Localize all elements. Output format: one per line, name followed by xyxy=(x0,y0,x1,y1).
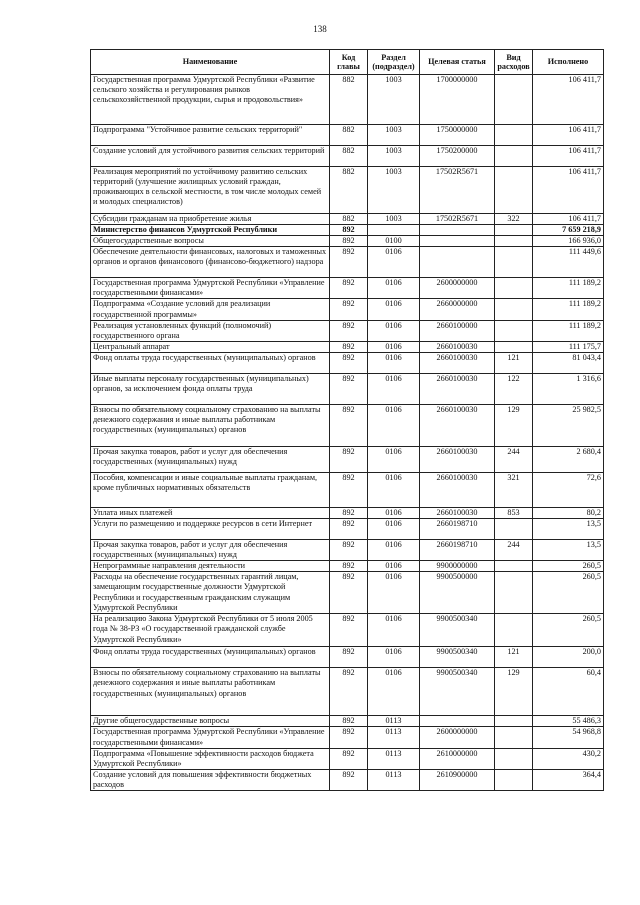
row-code: 892 xyxy=(330,404,368,446)
row-name: Услуги по размещению и поддержке ресурсов в сети Интернет xyxy=(91,519,330,540)
row-name: Государственная программа Удмуртской Республики «Управление государственными финансами» xyxy=(91,278,330,299)
row-section: 0106 xyxy=(368,299,420,320)
row-section: 0106 xyxy=(368,561,420,572)
table-row xyxy=(91,716,604,727)
row-executed: 430,2 xyxy=(533,748,604,769)
row-target: 1750200000 xyxy=(420,146,495,167)
header-exp-type: Вид расходов xyxy=(495,50,533,75)
table-row xyxy=(91,727,604,748)
table-row xyxy=(91,352,604,373)
row-executed: 81 043,4 xyxy=(533,352,604,373)
row-exp-type xyxy=(495,561,533,572)
row-code: 892 xyxy=(330,519,368,540)
row-code: 892 xyxy=(330,748,368,769)
row-code: 892 xyxy=(330,472,368,507)
row-name: Другие общегосударственные вопросы xyxy=(91,716,330,727)
row-name: Взносы по обязательному социальному страхованию на выплаты денежного содержания и иные выплаты работникам государственных (муниципальных) органов xyxy=(91,404,330,446)
row-code: 892 xyxy=(330,341,368,352)
row-executed: 106 411,7 xyxy=(533,167,604,214)
row-code: 892 xyxy=(330,540,368,561)
row-section: 1003 xyxy=(368,125,420,146)
row-section: 0106 xyxy=(368,472,420,507)
table-row xyxy=(91,519,604,540)
row-code: 882 xyxy=(330,146,368,167)
table-row xyxy=(91,373,604,404)
row-target: 2660100030 xyxy=(420,472,495,507)
row-section: 0113 xyxy=(368,748,420,769)
row-exp-type xyxy=(495,614,533,647)
row-name: Пособия, компенсации и иные социальные выплаты гражданам, кроме публичных нормативных обязательств xyxy=(91,472,330,507)
row-code: 892 xyxy=(330,561,368,572)
row-code: 892 xyxy=(330,647,368,668)
row-executed: 60,4 xyxy=(533,668,604,716)
row-exp-type: 322 xyxy=(495,214,533,225)
row-exp-type: 122 xyxy=(495,373,533,404)
row-name: Фонд оплаты труда государственных (муниципальных) органов xyxy=(91,352,330,373)
row-section: 0106 xyxy=(368,572,420,614)
row-name: Расходы на обеспечение государственных гарантий лицам, замещающим государственные должности Удмуртской Республики и государственным гражданским служащим Удмуртской Республики xyxy=(91,572,330,614)
table-row xyxy=(91,278,604,299)
row-target: 1750000000 xyxy=(420,125,495,146)
header-executed: Исполнено xyxy=(533,50,604,75)
row-executed: 55 486,3 xyxy=(533,716,604,727)
row-target xyxy=(420,225,495,236)
row-executed: 260,5 xyxy=(533,572,604,614)
row-exp-type xyxy=(495,769,533,790)
table-row xyxy=(91,472,604,507)
row-exp-type xyxy=(495,225,533,236)
row-exp-type xyxy=(495,125,533,146)
row-target: 9900500000 xyxy=(420,572,495,614)
row-target: 2660100030 xyxy=(420,341,495,352)
table-row xyxy=(91,247,604,278)
row-executed: 54 968,8 xyxy=(533,727,604,748)
row-name: Государственная программа Удмуртской Республики «Управление государственными финансами» xyxy=(91,727,330,748)
row-exp-type xyxy=(495,278,533,299)
row-name: На реализацию Закона Удмуртской Республики от 5 июля 2005 года № 38-РЗ «О государственной гражданской службе Удмуртской Республики» xyxy=(91,614,330,647)
row-code: 882 xyxy=(330,75,368,125)
row-code: 882 xyxy=(330,125,368,146)
row-executed: 111 189,2 xyxy=(533,320,604,341)
row-exp-type xyxy=(495,299,533,320)
row-exp-type xyxy=(495,75,533,125)
row-target: 2660100030 xyxy=(420,404,495,446)
row-name: Субсидии гражданам на приобретение жилья xyxy=(91,214,330,225)
row-target: 2660198710 xyxy=(420,540,495,561)
row-section: 0106 xyxy=(368,341,420,352)
row-target: 2610000000 xyxy=(420,748,495,769)
row-exp-type: 244 xyxy=(495,446,533,472)
row-name: Создание условий для устойчивого развития сельских территорий xyxy=(91,146,330,167)
row-code: 892 xyxy=(330,769,368,790)
row-executed: 260,5 xyxy=(533,561,604,572)
row-section: 0106 xyxy=(368,446,420,472)
row-target: 2600000000 xyxy=(420,727,495,748)
row-section xyxy=(368,225,420,236)
row-exp-type: 321 xyxy=(495,472,533,507)
row-executed: 106 411,7 xyxy=(533,75,604,125)
row-code: 892 xyxy=(330,225,368,236)
row-exp-type xyxy=(495,572,533,614)
row-exp-type xyxy=(495,519,533,540)
table-row xyxy=(91,668,604,716)
row-code: 892 xyxy=(330,572,368,614)
row-exp-type xyxy=(495,320,533,341)
row-section: 0106 xyxy=(368,404,420,446)
row-exp-type xyxy=(495,727,533,748)
row-name: Общегосударственные вопросы xyxy=(91,236,330,247)
row-name: Государственная программа Удмуртской Республики «Развитие сельского хозяйства и регулирования рынков сельскохозяйственной продукции, сырья и продовольствия» xyxy=(91,75,330,125)
row-executed: 106 411,7 xyxy=(533,146,604,167)
row-section: 0106 xyxy=(368,352,420,373)
row-code: 892 xyxy=(330,446,368,472)
table-row xyxy=(91,561,604,572)
row-target: 2660100000 xyxy=(420,320,495,341)
table-row xyxy=(91,572,604,614)
table-row xyxy=(91,146,604,167)
row-code: 892 xyxy=(330,373,368,404)
row-executed: 13,5 xyxy=(533,540,604,561)
row-name: Уплата иных платежей xyxy=(91,507,330,518)
row-section: 0106 xyxy=(368,519,420,540)
row-executed: 260,5 xyxy=(533,614,604,647)
row-target xyxy=(420,236,495,247)
row-section: 0106 xyxy=(368,278,420,299)
row-exp-type: 121 xyxy=(495,647,533,668)
table-row xyxy=(91,299,604,320)
budget-table xyxy=(90,49,604,791)
row-section: 0106 xyxy=(368,373,420,404)
table-row xyxy=(91,540,604,561)
row-name: Иные выплаты персоналу государственных (муниципальных) органов, за исключением фонда оплаты труда xyxy=(91,373,330,404)
row-target: 2600000000 xyxy=(420,278,495,299)
row-target: 2660100030 xyxy=(420,373,495,404)
row-section: 0113 xyxy=(368,769,420,790)
row-name: Реализация мероприятий по устойчивому развитию сельских территорий (улучшение жилищных условий граждан, проживающих в сельской местности, в том числе молодых семей и молодых специалистов) xyxy=(91,167,330,214)
table-row xyxy=(91,167,604,214)
table-row xyxy=(91,769,604,790)
row-exp-type: 121 xyxy=(495,352,533,373)
row-section: 1003 xyxy=(368,167,420,214)
row-name: Подпрограмма "Устойчивое развитие сельских территорий" xyxy=(91,125,330,146)
row-section: 1003 xyxy=(368,214,420,225)
row-code: 892 xyxy=(330,278,368,299)
header-section: Раздел (подраздел) xyxy=(368,50,420,75)
row-target: 2660100030 xyxy=(420,507,495,518)
row-code: 892 xyxy=(330,507,368,518)
row-executed: 7 659 218,9 xyxy=(533,225,604,236)
row-section: 0113 xyxy=(368,727,420,748)
row-exp-type xyxy=(495,167,533,214)
row-name: Прочая закупка товаров, работ и услуг для обеспечения государственных (муниципальных) нужд xyxy=(91,446,330,472)
table-row xyxy=(91,404,604,446)
row-executed: 200,0 xyxy=(533,647,604,668)
row-name: Прочая закупка товаров, работ и услуг для обеспечения государственных (муниципальных) нужд xyxy=(91,540,330,561)
row-name: Подпрограмма «Повышение эффективности расходов бюджета Удмуртской Республики» xyxy=(91,748,330,769)
row-executed: 80,2 xyxy=(533,507,604,518)
table-row xyxy=(91,125,604,146)
table-row xyxy=(91,236,604,247)
row-target xyxy=(420,247,495,278)
row-executed: 111 189,2 xyxy=(533,278,604,299)
row-target: 17502R5671 xyxy=(420,214,495,225)
table-row xyxy=(91,75,604,125)
row-target xyxy=(420,716,495,727)
row-name: Реализация установленных функций (полномочий) государственного органа xyxy=(91,320,330,341)
row-target: 2660198710 xyxy=(420,519,495,540)
row-section: 1003 xyxy=(368,75,420,125)
row-section: 0106 xyxy=(368,247,420,278)
row-executed: 364,4 xyxy=(533,769,604,790)
row-target: 1700000000 xyxy=(420,75,495,125)
row-executed: 2 680,4 xyxy=(533,446,604,472)
row-section: 0113 xyxy=(368,716,420,727)
row-executed: 106 411,7 xyxy=(533,125,604,146)
row-executed: 111 175,7 xyxy=(533,341,604,352)
row-name: Фонд оплаты труда государственных (муниципальных) органов xyxy=(91,647,330,668)
row-target: 9900500340 xyxy=(420,647,495,668)
row-code: 892 xyxy=(330,320,368,341)
header-name: Наименование xyxy=(91,50,330,75)
row-exp-type xyxy=(495,341,533,352)
row-section: 0106 xyxy=(368,540,420,561)
header-target: Целевая статья xyxy=(420,50,495,75)
row-target: 9900000000 xyxy=(420,561,495,572)
row-section: 0106 xyxy=(368,614,420,647)
row-code: 892 xyxy=(330,236,368,247)
row-code: 892 xyxy=(330,352,368,373)
row-executed: 106 411,7 xyxy=(533,214,604,225)
row-code: 882 xyxy=(330,167,368,214)
row-code: 892 xyxy=(330,727,368,748)
row-exp-type xyxy=(495,748,533,769)
table-row xyxy=(91,614,604,647)
row-code: 882 xyxy=(330,214,368,225)
row-code: 892 xyxy=(330,614,368,647)
table-row xyxy=(91,647,604,668)
table-row xyxy=(91,225,604,236)
row-exp-type: 129 xyxy=(495,404,533,446)
header-code: Код главы xyxy=(330,50,368,75)
row-code: 892 xyxy=(330,668,368,716)
row-name: Создание условий для повышения эффективности бюджетных расходов xyxy=(91,769,330,790)
row-exp-type xyxy=(495,716,533,727)
table-header-row xyxy=(91,50,604,75)
table-row xyxy=(91,748,604,769)
row-executed: 1 316,6 xyxy=(533,373,604,404)
row-section: 0106 xyxy=(368,668,420,716)
row-section: 0106 xyxy=(368,507,420,518)
row-target: 9900500340 xyxy=(420,614,495,647)
row-executed: 111 449,6 xyxy=(533,247,604,278)
row-name: Центральный аппарат xyxy=(91,341,330,352)
row-name: Непрограммные направления деятельности xyxy=(91,561,330,572)
table-row xyxy=(91,446,604,472)
row-exp-type xyxy=(495,236,533,247)
row-exp-type xyxy=(495,247,533,278)
row-exp-type: 129 xyxy=(495,668,533,716)
row-name: Обеспечение деятельности финансовых, налоговых и таможенных органов и органов финансового (финансово-бюджетного) надзора xyxy=(91,247,330,278)
row-section: 0100 xyxy=(368,236,420,247)
row-section: 1003 xyxy=(368,146,420,167)
row-target: 2610900000 xyxy=(420,769,495,790)
row-exp-type xyxy=(495,146,533,167)
row-code: 892 xyxy=(330,247,368,278)
row-target: 2660100030 xyxy=(420,352,495,373)
table-row xyxy=(91,320,604,341)
table-row xyxy=(91,507,604,518)
row-executed: 13,5 xyxy=(533,519,604,540)
row-code: 892 xyxy=(330,716,368,727)
row-name: Подпрограмма «Создание условий для реализации государственной программы» xyxy=(91,299,330,320)
row-target: 9900500340 xyxy=(420,668,495,716)
row-target: 17502R5671 xyxy=(420,167,495,214)
row-target: 2660100030 xyxy=(420,446,495,472)
row-section: 0106 xyxy=(368,320,420,341)
row-executed: 111 189,2 xyxy=(533,299,604,320)
page-number: 138 xyxy=(313,24,327,34)
row-name: Взносы по обязательному социальному страхованию на выплаты денежного содержания и иные выплаты работникам государственных (муниципальных) органов xyxy=(91,668,330,716)
row-section: 0106 xyxy=(368,647,420,668)
table-row xyxy=(91,341,604,352)
row-exp-type: 244 xyxy=(495,540,533,561)
row-target: 2660000000 xyxy=(420,299,495,320)
row-executed: 25 982,5 xyxy=(533,404,604,446)
row-code: 892 xyxy=(330,299,368,320)
row-name: Министерство финансов Удмуртской Республики xyxy=(91,225,330,236)
row-executed: 72,6 xyxy=(533,472,604,507)
table-row xyxy=(91,214,604,225)
row-exp-type: 853 xyxy=(495,507,533,518)
row-executed: 166 936,0 xyxy=(533,236,604,247)
